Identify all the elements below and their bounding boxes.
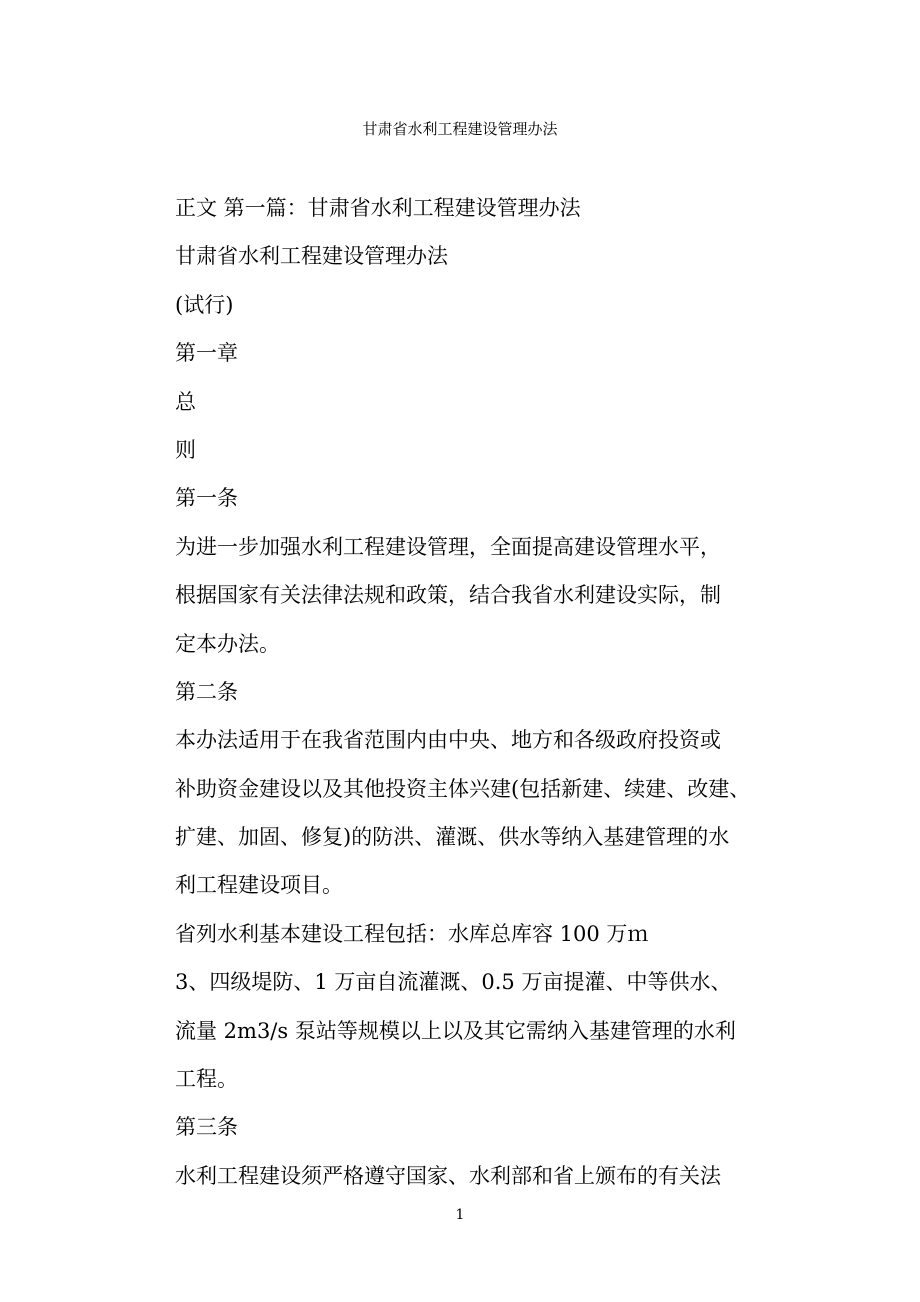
text-line: 总 (175, 389, 196, 414)
text-line: 工程。 (175, 1067, 238, 1092)
text-line: 为进一步加强水利工程建设管理，全面提高建设管理水平， (175, 534, 721, 559)
text-line: 则 (175, 437, 196, 462)
page-number: 1 (455, 1207, 465, 1223)
document-body (175, 184, 775, 1200)
page-header-title: 甘肃省水利工程建设管理办法 (362, 120, 558, 138)
text-line: 补助资金建设以及其他投资主体兴建(包括新建、续建、改建、 (175, 776, 751, 801)
text-line: 扩建、加固、修复)的防洪、灌溉、供水等纳入基建管理的水 (175, 825, 730, 850)
text-line: 第一条 (175, 486, 238, 511)
text-line: 第二条 (175, 679, 238, 704)
text-line: 利工程建设项目。 (175, 873, 343, 898)
text-line: 第三条 (175, 1115, 238, 1140)
text-line: 水利工程建设须严格遵守国家、水利部和省上颁布的有关法 (175, 1163, 721, 1188)
text-line: 第一章 (175, 341, 238, 366)
text-line: 省列水利基本建设工程包括：水库总库容 100 万ｍ (175, 921, 649, 946)
text-line: 根据国家有关法律法规和政策，结合我省水利建设实际，制 (175, 583, 721, 608)
text-line: 3、四级堤防、1 万亩自流灌溉、0.5 万亩提灌、中等供水、 (175, 970, 732, 995)
text-line: 本办法适用于在我省范围内由中央、地方和各级政府投资或 (175, 728, 721, 753)
text-line: 定本办法。 (175, 631, 280, 656)
text-line: 甘肃省水利工程建设管理办法 (175, 244, 448, 269)
text-line: (试行) (175, 292, 234, 317)
text-line: 正文 第一篇：甘肃省水利工程建设管理办法 (175, 196, 581, 220)
text-line: 流量 2m3/s 泵站等规模以上以及其它需纳入基建管理的水利 (175, 1018, 736, 1043)
